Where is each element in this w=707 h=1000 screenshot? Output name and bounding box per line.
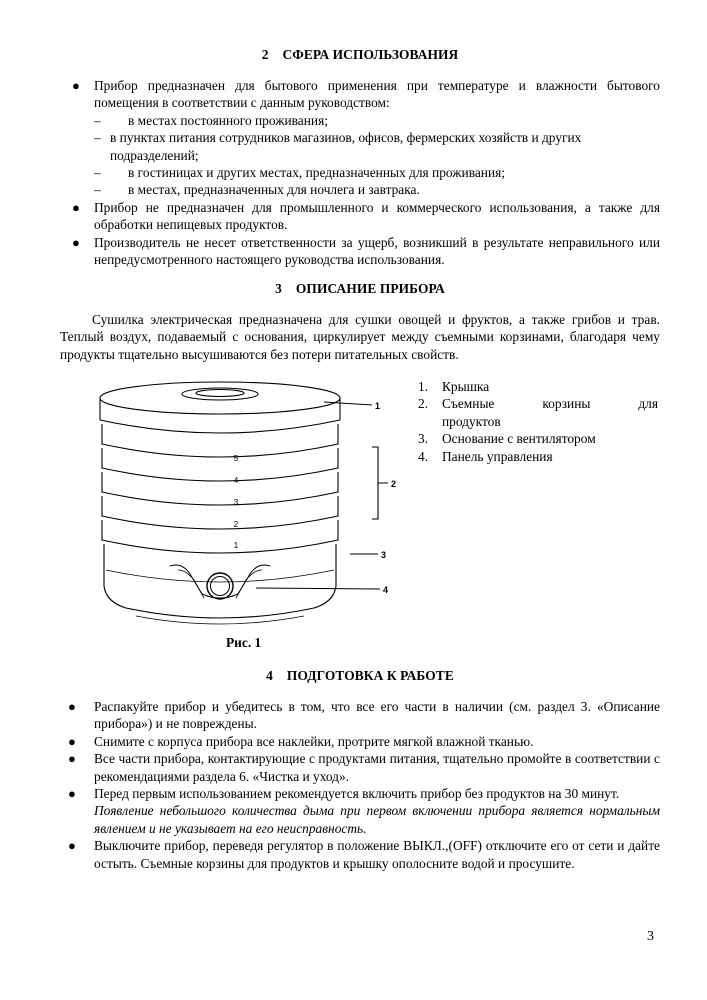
section-2-list <box>60 77 660 268</box>
sub-list <box>94 112 660 199</box>
section-4-heading <box>60 667 660 684</box>
page-number: 3 <box>647 929 654 944</box>
bullet-dot-icon: ● <box>68 733 76 749</box>
bullet-dot-icon: ● <box>68 751 76 767</box>
bullet-dot-icon: ● <box>68 838 76 854</box>
lid-rim <box>100 420 340 433</box>
section-2-number: 2 <box>261 47 269 62</box>
control-panel-edge <box>178 570 204 598</box>
list-item-text: Перед первым использованием рекомендуется включить прибор без продуктов на 30 минут. <box>94 786 620 802</box>
list-item <box>60 77 660 199</box>
lid-top <box>100 382 340 414</box>
list-item <box>60 785 660 837</box>
bullet-dot-icon: ● <box>72 234 80 250</box>
figure-caption: Рис. 1 <box>226 635 262 650</box>
list-item-text: Производитель не несет ответственности за ущерб, возникший в результате неправильного или непредусмотренного настоящего руководства использования. <box>94 234 660 268</box>
list-item <box>60 733 660 750</box>
bullet-dot-icon: ● <box>72 199 80 215</box>
section-3-heading <box>60 280 660 297</box>
section-4-list <box>60 698 660 872</box>
bullet-dot-icon: ● <box>68 786 76 802</box>
legend-item: 1. Крышка <box>418 379 490 394</box>
food-dryer-illustration <box>86 380 416 636</box>
list-item <box>60 837 660 872</box>
sub-list-item: – в местах, предназначенных для ночлега и завтрака. <box>94 182 420 198</box>
sub-list-item: – в местах постоянного проживания; <box>94 112 328 128</box>
tray-1 <box>102 520 338 553</box>
tray-5 <box>102 424 338 457</box>
section-3-description: Сушилка электрическая предназначена для сушки овощей и фруктов, а также грибов и трав. Теплый воздух, подаваемый с основания, циркулирует между съемными корзинами, благодаря чему продукты тщательно высушиваются без потери питательных свойств. <box>60 312 660 362</box>
figure-legend <box>418 378 658 465</box>
tray-label: 1 <box>233 541 239 550</box>
section-3-number: 3 <box>275 281 282 296</box>
base-body <box>104 544 336 618</box>
list-item <box>60 698 660 733</box>
section-2-title: СФЕРА ИСПОЛЬЗОВАНИЯ <box>282 47 459 62</box>
control-knob-inner <box>211 577 230 596</box>
section-2-heading <box>60 46 660 63</box>
tray-2 <box>102 496 338 529</box>
list-item <box>60 199 660 234</box>
tray-label: 4 <box>233 476 239 485</box>
callout-number: 1 <box>375 401 381 411</box>
list-item-text: Распакуйте прибор и убедитесь в том, что все его части в наличии (см. раздел 3. «Описание прибора») и не повреждены. <box>94 699 660 732</box>
control-panel-edge <box>236 570 262 598</box>
list-item-text: Прибор предназначен для бытового применения при температуре и влажности бытового помещения в соответствии с данным руководством: <box>94 78 660 111</box>
list-item-text: Снимите с корпуса прибора все наклейки, протрите мягкой влажной тканью. <box>94 733 534 749</box>
section-4-number: 4 <box>266 668 273 683</box>
tray-label: 3 <box>233 498 239 507</box>
legend-item: 3. Основание с вентилятором <box>418 431 596 447</box>
section-3-title: ОПИСАНИЕ ПРИБОРА <box>295 281 445 296</box>
tray-4 <box>102 448 338 481</box>
bullet-dot-icon: ● <box>72 78 80 93</box>
callout-number: 2 <box>391 479 397 489</box>
tray-3 <box>102 472 338 505</box>
bullet-dot-icon: ● <box>68 699 76 714</box>
list-item-note: Появление небольшого количества дыма при первом включении прибора является нормальным явлением и не указывает на его неисправность. <box>94 803 660 836</box>
en-dash-icon: – <box>94 165 101 181</box>
dryer-figure <box>86 380 416 636</box>
list-item <box>60 750 660 785</box>
sub-list-item: – в пунктах питания сотрудников магазинов, офисов, фермерских хозяйств и других подразделений; <box>94 130 582 163</box>
list-item <box>60 234 660 269</box>
sub-list-item: – в гостиницах и других местах, предназначенных для проживания; <box>94 165 505 181</box>
callout-bracket-2 <box>372 447 388 519</box>
control-panel-recess <box>170 565 270 598</box>
callout-number: 4 <box>383 585 389 595</box>
list-item-text: Прибор не предназначен для промышленного и коммерческого использования, а также для обработки непищевых продуктов. <box>94 199 660 233</box>
callout-number: 3 <box>381 550 387 560</box>
en-dash-icon: – <box>94 182 101 198</box>
legend-item: 4. Панель управления <box>418 448 553 464</box>
callout-line-4 <box>256 588 380 589</box>
tray-label: 2 <box>233 520 239 529</box>
list-item-text: Выключите прибор, переведя регулятор в положение ВЫКЛ.,(OFF) отключите его от сети и дайте остыть. Съемные корзины для продуктов и крышку ополосните водой и просушите. <box>94 838 660 871</box>
en-dash-icon: – <box>94 112 101 128</box>
list-item-text: Все части прибора, контактирующие с продуктами питания, тщательно промойте в соответствии с рекомендациями раздела 6. «Чистка и уход». <box>94 751 660 784</box>
legend-item: 2. Съемные корзины для продуктов <box>418 396 658 429</box>
en-dash-icon: – <box>94 130 101 146</box>
base-foot <box>136 616 304 624</box>
tray-label: 5 <box>233 454 239 463</box>
section-4-title: ПОДГОТОВКА К РАБОТЕ <box>286 668 454 683</box>
